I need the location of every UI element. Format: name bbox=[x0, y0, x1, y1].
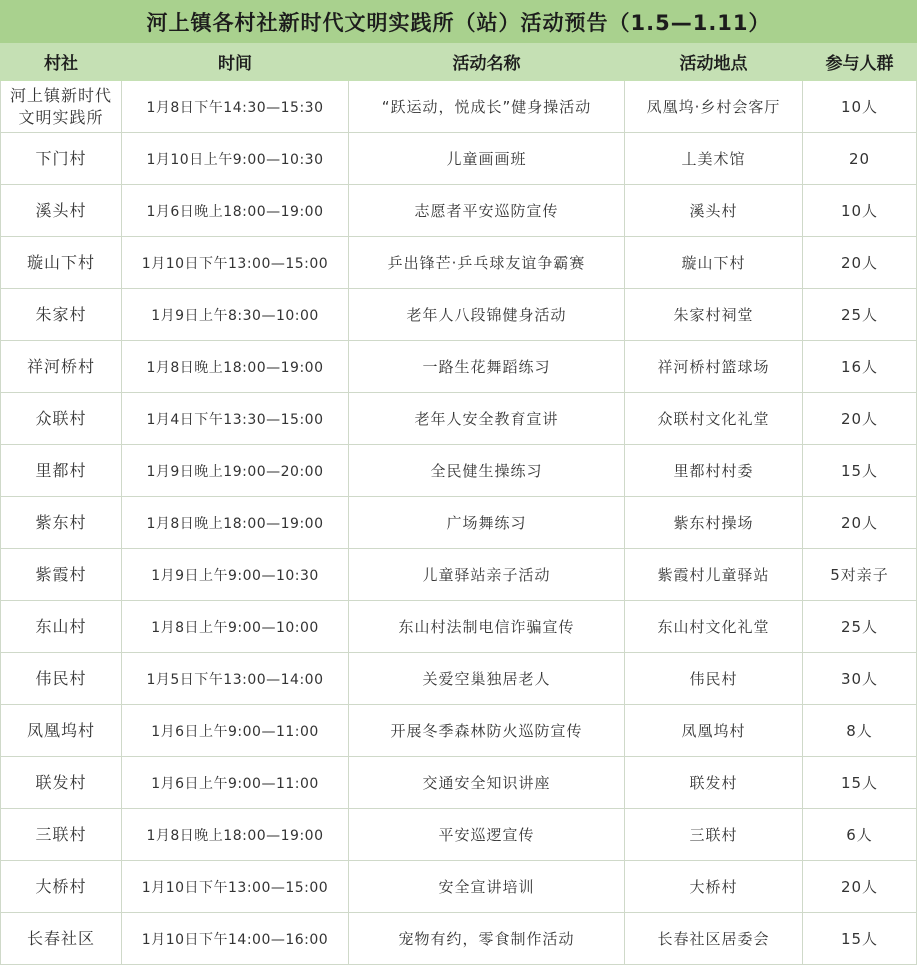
activity-cell: “跃运动，悦成长”健身操活动 bbox=[349, 81, 625, 133]
time-cell: 1月8日晚上18:00—19:00 bbox=[122, 809, 349, 861]
time-cell: 1月6日上午9:00—11:00 bbox=[122, 757, 349, 809]
participants-cell: 25人 bbox=[803, 601, 917, 653]
table-row bbox=[1, 81, 917, 133]
village-cell: 紫东村 bbox=[1, 497, 122, 549]
time-cell: 1月10日下午14:00—16:00 bbox=[122, 913, 349, 965]
location-cell: 凤凰坞·乡村会客厅 bbox=[625, 81, 803, 133]
village-cell: 长春社区 bbox=[1, 913, 122, 965]
participants-cell: 5对亲子 bbox=[803, 549, 917, 601]
table-row bbox=[1, 757, 917, 809]
table-row bbox=[1, 289, 917, 341]
participants-cell: 15人 bbox=[803, 445, 917, 497]
location-cell: 紫东村操场 bbox=[625, 497, 803, 549]
table-row bbox=[1, 497, 917, 549]
participants-cell: 8人 bbox=[803, 705, 917, 757]
column-header-time: 时间 bbox=[122, 43, 349, 81]
table-row bbox=[1, 809, 917, 861]
village-cell: 溪头村 bbox=[1, 185, 122, 237]
village-cell: 河上镇新时代文明实践所 bbox=[1, 81, 122, 133]
activity-cell: 老年人安全教育宣讲 bbox=[349, 393, 625, 445]
time-cell: 1月9日晚上19:00—20:00 bbox=[122, 445, 349, 497]
activity-cell: 广场舞练习 bbox=[349, 497, 625, 549]
village-cell: 璇山下村 bbox=[1, 237, 122, 289]
time-cell: 1月4日下午13:30—15:00 bbox=[122, 393, 349, 445]
activity-cell: 老年人八段锦健身活动 bbox=[349, 289, 625, 341]
table-row bbox=[1, 913, 917, 965]
village-cell: 联发村 bbox=[1, 757, 122, 809]
activity-cell: 东山村法制电信诈骗宣传 bbox=[349, 601, 625, 653]
title-row bbox=[1, 1, 917, 43]
participants-cell: 15人 bbox=[803, 913, 917, 965]
activity-cell: 安全宣讲培训 bbox=[349, 861, 625, 913]
participants-cell: 30人 bbox=[803, 653, 917, 705]
location-cell: 东山村文化礼堂 bbox=[625, 601, 803, 653]
activity-cell: 宠物有约，零食制作活动 bbox=[349, 913, 625, 965]
time-cell: 1月10日下午13:00—15:00 bbox=[122, 237, 349, 289]
location-cell: 祥河桥村篮球场 bbox=[625, 341, 803, 393]
village-cell: 众联村 bbox=[1, 393, 122, 445]
table-body bbox=[1, 81, 917, 965]
participants-cell: 25人 bbox=[803, 289, 917, 341]
time-cell: 1月10日上午9:00—10:30 bbox=[122, 133, 349, 185]
time-cell: 1月6日晚上18:00—19:00 bbox=[122, 185, 349, 237]
time-cell: 1月10日下午13:00—15:00 bbox=[122, 861, 349, 913]
table-row bbox=[1, 341, 917, 393]
time-cell: 1月8日下午14:30—15:30 bbox=[122, 81, 349, 133]
village-cell: 凤凰坞村 bbox=[1, 705, 122, 757]
participants-cell: 16人 bbox=[803, 341, 917, 393]
table-row bbox=[1, 133, 917, 185]
table-title: 河上镇各村社新时代文明实践所（站）活动预告（1.5—1.11） bbox=[1, 1, 917, 43]
location-cell: 联发村 bbox=[625, 757, 803, 809]
village-cell: 三联村 bbox=[1, 809, 122, 861]
activity-cell: 志愿者平安巡防宣传 bbox=[349, 185, 625, 237]
location-cell: 众联村文化礼堂 bbox=[625, 393, 803, 445]
location-cell: 紫霞村儿童驿站 bbox=[625, 549, 803, 601]
table-row bbox=[1, 653, 917, 705]
village-cell: 紫霞村 bbox=[1, 549, 122, 601]
village-cell: 大桥村 bbox=[1, 861, 122, 913]
header-row bbox=[1, 43, 917, 81]
table-row bbox=[1, 861, 917, 913]
participants-cell: 20人 bbox=[803, 497, 917, 549]
participants-cell: 6人 bbox=[803, 809, 917, 861]
table-row bbox=[1, 705, 917, 757]
column-header-location: 活动地点 bbox=[625, 43, 803, 81]
table-row bbox=[1, 445, 917, 497]
column-header-participants: 参与人群 bbox=[803, 43, 917, 81]
participants-cell: 20 bbox=[803, 133, 917, 185]
time-cell: 1月9日上午9:00—10:30 bbox=[122, 549, 349, 601]
activity-cell: 乒出锋芒·乒乓球友谊争霸赛 bbox=[349, 237, 625, 289]
time-cell: 1月6日上午9:00—11:00 bbox=[122, 705, 349, 757]
location-cell: 璇山下村 bbox=[625, 237, 803, 289]
location-cell: 里都村村委 bbox=[625, 445, 803, 497]
activity-cell: 儿童驿站亲子活动 bbox=[349, 549, 625, 601]
participants-cell: 20人 bbox=[803, 393, 917, 445]
activity-cell: 平安巡逻宣传 bbox=[349, 809, 625, 861]
location-cell: 长春社区居委会 bbox=[625, 913, 803, 965]
time-cell: 1月5日下午13:00—14:00 bbox=[122, 653, 349, 705]
village-cell: 朱家村 bbox=[1, 289, 122, 341]
participants-cell: 10人 bbox=[803, 185, 917, 237]
participants-cell: 20人 bbox=[803, 861, 917, 913]
village-cell: 伟民村 bbox=[1, 653, 122, 705]
participants-cell: 15人 bbox=[803, 757, 917, 809]
location-cell: 伟民村 bbox=[625, 653, 803, 705]
location-cell: 三联村 bbox=[625, 809, 803, 861]
village-cell: 东山村 bbox=[1, 601, 122, 653]
activity-cell: 一路生花舞蹈练习 bbox=[349, 341, 625, 393]
location-cell: 朱家村祠堂 bbox=[625, 289, 803, 341]
location-cell: 凤凰坞村 bbox=[625, 705, 803, 757]
participants-cell: 10人 bbox=[803, 81, 917, 133]
location-cell: 大桥村 bbox=[625, 861, 803, 913]
table-row bbox=[1, 237, 917, 289]
activity-cell: 关爱空巢独居老人 bbox=[349, 653, 625, 705]
time-cell: 1月9日上午8:30—10:00 bbox=[122, 289, 349, 341]
table-row bbox=[1, 393, 917, 445]
location-cell: 溪头村 bbox=[625, 185, 803, 237]
column-header-village: 村社 bbox=[1, 43, 122, 81]
table-row bbox=[1, 185, 917, 237]
activity-cell: 儿童画画班 bbox=[349, 133, 625, 185]
activity-cell: 全民健生操练习 bbox=[349, 445, 625, 497]
table-row bbox=[1, 549, 917, 601]
village-cell: 里都村 bbox=[1, 445, 122, 497]
table-row bbox=[1, 601, 917, 653]
time-cell: 1月8日上午9:00—10:00 bbox=[122, 601, 349, 653]
village-cell: 下门村 bbox=[1, 133, 122, 185]
time-cell: 1月8日晚上18:00—19:00 bbox=[122, 341, 349, 393]
activity-cell: 交通安全知识讲座 bbox=[349, 757, 625, 809]
activity-cell: 开展冬季森林防火巡防宣传 bbox=[349, 705, 625, 757]
location-cell: 丄美术馆 bbox=[625, 133, 803, 185]
time-cell: 1月8日晚上18:00—19:00 bbox=[122, 497, 349, 549]
village-cell: 祥河桥村 bbox=[1, 341, 122, 393]
participants-cell: 20人 bbox=[803, 237, 917, 289]
column-header-activity: 活动名称 bbox=[349, 43, 625, 81]
